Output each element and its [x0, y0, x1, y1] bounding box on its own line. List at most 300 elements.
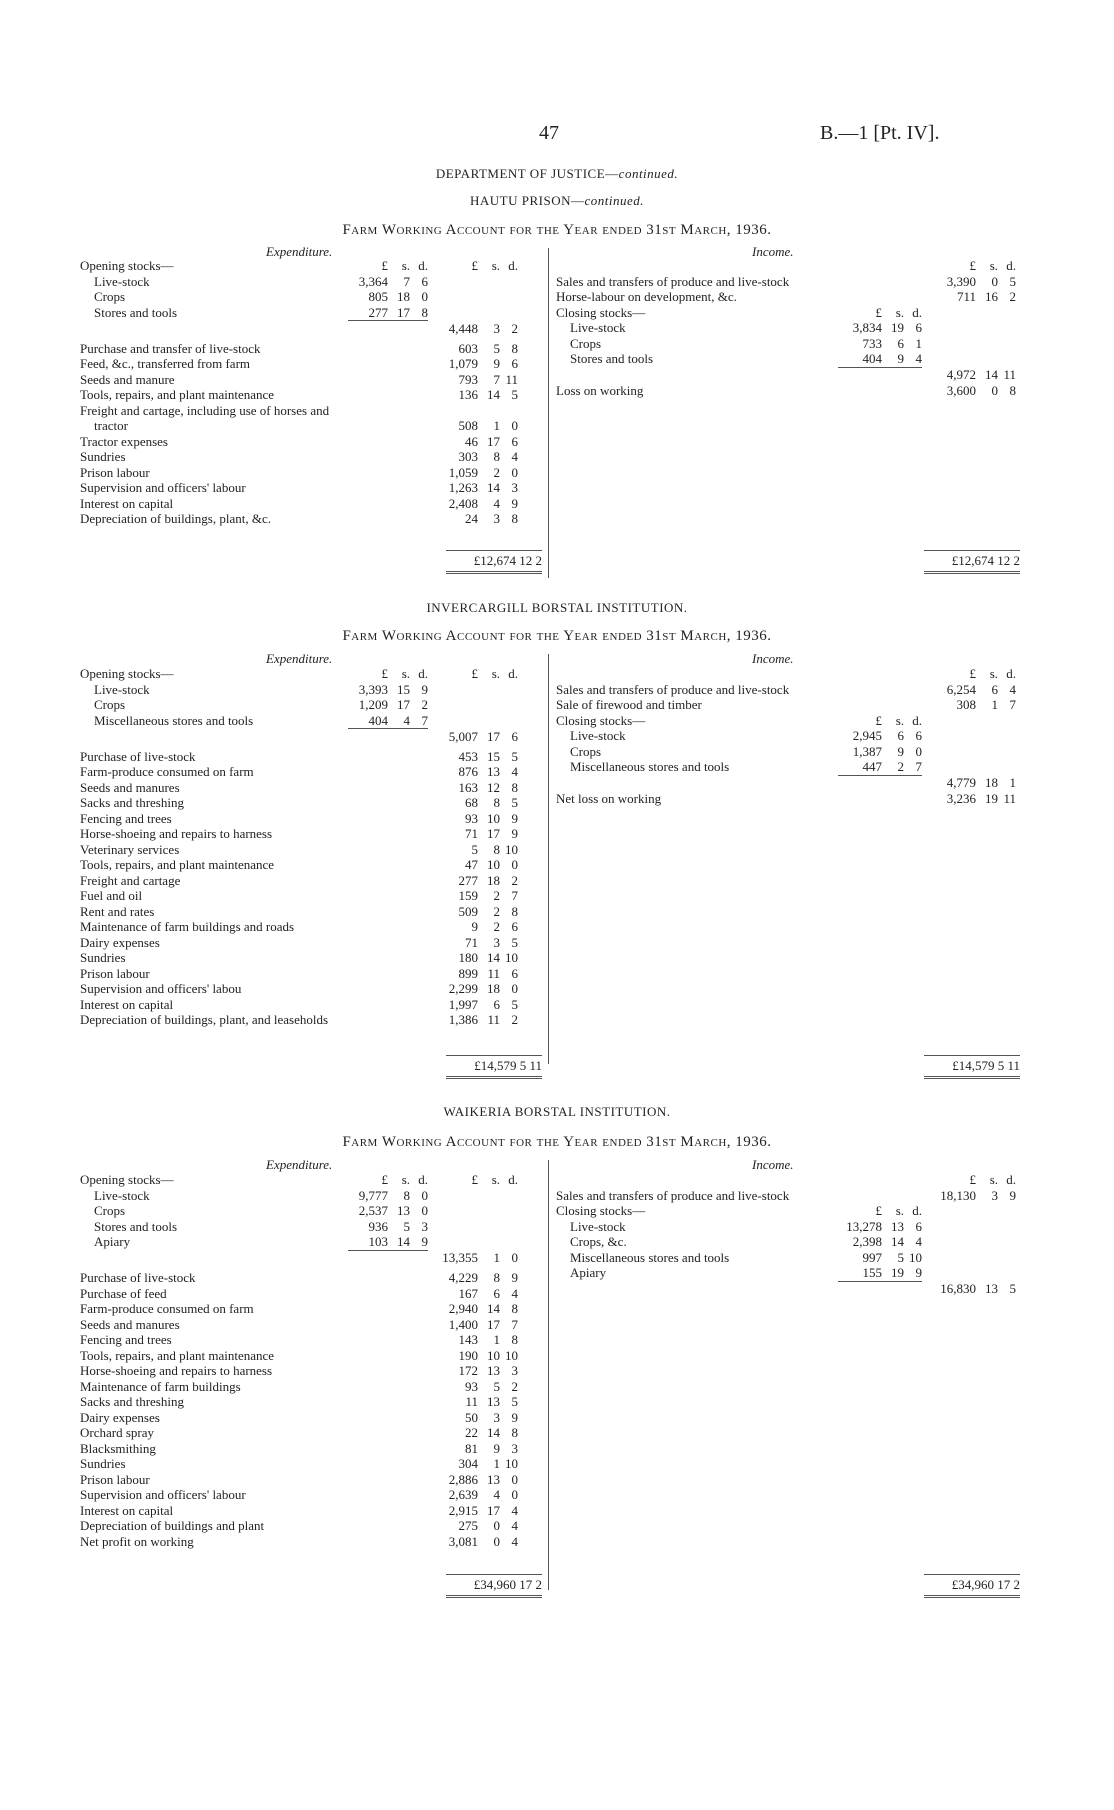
- amount-cell: [410, 341, 428, 357]
- amount-cell: 13: [985, 1281, 998, 1296]
- amount-cell: 9: [511, 810, 518, 826]
- amount-cell: 8: [511, 779, 518, 795]
- amount-cell: 12: [487, 779, 500, 795]
- amount-cell: 6: [493, 1285, 500, 1301]
- amount-cell: 13,355: [442, 1250, 478, 1265]
- amount-cell: 180: [458, 950, 478, 965]
- expenditure-label: Prison labour: [80, 965, 150, 981]
- amount-cell: 18: [487, 872, 500, 888]
- expenditure-row: [80, 1317, 518, 1333]
- stock-row: [556, 320, 1016, 336]
- expenditure-label: Sacks and threshing: [80, 1394, 184, 1409]
- currency-header-row: [80, 1172, 518, 1188]
- amount-cell: 2,940: [448, 1301, 478, 1316]
- amount-cell: [410, 1332, 428, 1348]
- amount-cell: 4: [511, 764, 518, 779]
- amount-cell: [922, 1250, 976, 1266]
- opening-stocks-label: Opening stocks—: [80, 1172, 174, 1187]
- expenditure-row: [80, 904, 518, 920]
- stock-label: Apiary: [94, 1234, 131, 1249]
- expenditure-row: [80, 356, 518, 372]
- amount-cell: [410, 1456, 428, 1472]
- amount-cell: [882, 383, 904, 399]
- amount-cell: [838, 682, 882, 698]
- amount-cell: 11: [505, 371, 518, 387]
- amount-cell: 0: [421, 1203, 428, 1218]
- amount-cell: 2: [897, 759, 904, 774]
- expenditure-row: [80, 780, 518, 796]
- amount-cell: [410, 418, 428, 434]
- amount-cell: [410, 511, 428, 527]
- amount-cell: [478, 697, 500, 713]
- amount-cell: [500, 1188, 518, 1204]
- expenditure-row: [80, 418, 518, 434]
- amount-cell: 453: [458, 748, 478, 764]
- amount-cell: [388, 1394, 410, 1410]
- amount-cell: 3: [493, 511, 500, 526]
- amount-cell: 4: [493, 1487, 500, 1502]
- amount-cell: 0: [511, 1471, 518, 1487]
- amount-cell: 2: [493, 888, 500, 903]
- expenditure-total: £34,960 17 2: [446, 1574, 542, 1598]
- amount-cell: [348, 1410, 388, 1426]
- amount-cell: [348, 465, 388, 481]
- expenditure-label: Veterinary services: [80, 841, 180, 857]
- amount-cell: 16,830: [940, 1281, 976, 1296]
- amount-cell: [348, 1348, 388, 1364]
- spacer: [556, 1281, 838, 1297]
- amount-cell: [428, 1203, 478, 1219]
- amount-cell: 2,537: [358, 1203, 388, 1218]
- amount-cell: [348, 873, 388, 889]
- amount-cell: 1,209: [358, 697, 388, 712]
- expenditure-label: Net profit on working: [80, 1533, 194, 1549]
- closing-stocks-header: [556, 713, 1016, 729]
- amount-cell: [838, 383, 882, 399]
- amount-cell: [348, 1317, 388, 1333]
- amount-cell: [348, 1286, 388, 1302]
- amount-cell: 15: [487, 748, 500, 764]
- amount-cell: [998, 1234, 1016, 1250]
- amount-cell: 5: [511, 1394, 518, 1409]
- amount-cell: [904, 289, 922, 305]
- spacer: [80, 729, 348, 745]
- amount-cell: 10: [505, 841, 518, 857]
- amount-cell: 18: [397, 289, 410, 304]
- amount-cell: 5,007: [448, 728, 478, 744]
- department-heading: [0, 166, 1114, 182]
- amount-cell: £: [969, 666, 976, 681]
- amount-cell: [348, 935, 388, 951]
- spacer: [556, 666, 838, 682]
- amount-cell: [904, 1188, 922, 1204]
- amount-cell: [410, 1250, 428, 1266]
- amount-cell: s.: [895, 1203, 904, 1218]
- amount-cell: [428, 403, 478, 419]
- stock-row: [80, 682, 518, 698]
- amount-cell: [904, 682, 922, 698]
- amount-cell: s.: [895, 304, 904, 320]
- expenditure-heading: Expenditure.: [266, 1157, 333, 1172]
- amount-cell: [410, 981, 428, 997]
- amount-cell: [348, 1534, 388, 1550]
- expenditure-table: [80, 1172, 518, 1549]
- amount-cell: [410, 387, 428, 403]
- expenditure-row: [80, 449, 518, 465]
- amount-cell: 9: [511, 1270, 518, 1285]
- opening-stocks-label: Opening stocks—: [80, 666, 174, 681]
- amount-cell: [882, 258, 904, 274]
- amount-cell: £: [381, 1172, 388, 1187]
- amount-cell: [410, 935, 428, 951]
- amount-cell: 7: [511, 888, 518, 903]
- stock-label: Live-stock: [94, 681, 150, 697]
- amount-cell: [428, 1219, 478, 1235]
- amount-cell: [500, 403, 518, 419]
- amount-cell: d.: [912, 712, 922, 728]
- expenditure-label: Fuel and oil: [80, 888, 143, 903]
- expenditure-row: [80, 873, 518, 889]
- institution-heading: [0, 193, 1114, 209]
- amount-cell: 0: [511, 1250, 518, 1265]
- amount-cell: 14: [487, 950, 500, 965]
- expenditure-label: Fencing and trees: [80, 810, 172, 826]
- amount-cell: £: [381, 258, 388, 273]
- amount-cell: £: [471, 1172, 478, 1187]
- amount-cell: 8: [511, 340, 518, 356]
- amount-cell: 1,400: [448, 1316, 478, 1332]
- expenditure-table: [80, 258, 518, 527]
- amount-cell: [388, 1348, 410, 1364]
- amount-cell: 10: [909, 1249, 922, 1265]
- amount-cell: [388, 372, 410, 388]
- amount-cell: [882, 791, 904, 807]
- amount-cell: [904, 697, 922, 713]
- amount-cell: 6: [511, 356, 518, 371]
- amount-cell: [410, 1348, 428, 1364]
- amount-cell: [388, 935, 410, 951]
- account-title: Farm Working Account for the Year ended 31st March, 1936.: [342, 628, 772, 644]
- amount-cell: 14: [487, 387, 500, 402]
- amount-cell: [348, 434, 388, 450]
- stock-label: Live-stock: [570, 1218, 626, 1234]
- expenditure-label: Seeds and manures: [80, 1316, 180, 1332]
- amount-cell: 13,278: [846, 1218, 882, 1234]
- amount-cell: 47: [465, 857, 478, 872]
- expenditure-label: Sacks and threshing: [80, 795, 184, 810]
- expenditure-row: [80, 795, 518, 811]
- amount-cell: 6: [511, 728, 518, 744]
- amount-cell: [500, 289, 518, 305]
- amount-cell: [388, 480, 410, 496]
- document-reference: B.—1 [Pt. IV].: [820, 122, 940, 144]
- amount-cell: 2,398: [852, 1234, 882, 1249]
- amount-cell: [388, 1270, 410, 1286]
- amount-cell: 6: [511, 965, 518, 981]
- amount-cell: 8: [511, 1301, 518, 1316]
- amount-cell: [348, 356, 388, 372]
- amount-cell: 6: [421, 273, 428, 289]
- expenditure-label: Depreciation of buildings, plant, &c.: [80, 511, 271, 526]
- amount-cell: [388, 1472, 410, 1488]
- amount-cell: 3,393: [358, 681, 388, 697]
- expenditure-row: [80, 950, 518, 966]
- amount-cell: d.: [418, 258, 428, 273]
- amount-cell: [388, 1363, 410, 1379]
- amount-cell: 876: [458, 764, 478, 779]
- amount-cell: 4: [1009, 681, 1016, 697]
- amount-cell: [922, 1265, 976, 1281]
- amount-cell: [348, 966, 388, 982]
- amount-cell: [348, 1394, 388, 1410]
- stock-label: Miscellaneous stores and tools: [94, 712, 254, 728]
- amount-cell: 1: [493, 418, 500, 433]
- spacer: [556, 367, 838, 383]
- amount-cell: 19: [985, 791, 998, 806]
- amount-cell: 93: [465, 810, 478, 826]
- currency-header-row: [556, 666, 1016, 682]
- stock-label: Live-stock: [94, 1187, 150, 1203]
- amount-cell: 143: [458, 1332, 478, 1347]
- amount-cell: 5: [1009, 1281, 1016, 1296]
- amount-cell: 8: [1009, 383, 1016, 398]
- amount-cell: s.: [989, 666, 998, 681]
- amount-cell: [348, 1332, 388, 1348]
- amount-cell: £: [471, 258, 478, 273]
- amount-cell: 10: [487, 857, 500, 872]
- currency-header-row: [80, 258, 518, 274]
- amount-cell: 7: [511, 1316, 518, 1332]
- amount-cell: 14: [985, 367, 998, 382]
- expenditure-label: Seeds and manure: [80, 371, 175, 387]
- stock-label: Miscellaneous stores and tools: [570, 759, 730, 774]
- currency-header-row: [80, 666, 518, 682]
- institution-continued: continued.: [584, 193, 644, 208]
- amount-cell: 8: [511, 903, 518, 919]
- amount-cell: [388, 795, 410, 811]
- income-heading: Income.: [752, 1157, 794, 1172]
- amount-cell: 277: [368, 304, 388, 320]
- amount-cell: £: [471, 666, 478, 681]
- expenditure-row: [80, 1534, 518, 1550]
- amount-cell: 17: [487, 826, 500, 841]
- amount-cell: 5: [493, 1378, 500, 1394]
- amount-cell: 8: [511, 1425, 518, 1440]
- amount-cell: 3,364: [358, 273, 388, 289]
- stock-row: [80, 1219, 518, 1235]
- amount-cell: 17: [487, 1316, 500, 1332]
- amount-cell: 18: [487, 981, 500, 996]
- amount-cell: [478, 403, 500, 419]
- amount-cell: 1: [493, 1456, 500, 1471]
- amount-cell: [478, 1188, 500, 1204]
- amount-cell: 2,299: [448, 981, 478, 996]
- amount-cell: 2: [511, 1378, 518, 1394]
- amount-cell: [410, 857, 428, 873]
- amount-cell: [388, 888, 410, 904]
- amount-cell: [388, 873, 410, 889]
- page-number: 47: [539, 122, 559, 144]
- amount-cell: [838, 367, 882, 383]
- amount-cell: [410, 356, 428, 372]
- amount-cell: [998, 1203, 1016, 1219]
- amount-cell: [348, 511, 388, 527]
- amount-cell: 8: [403, 1187, 410, 1203]
- amount-cell: [388, 321, 410, 337]
- income-heading: Income.: [752, 651, 794, 666]
- stock-label: Miscellaneous stores and tools: [570, 1249, 730, 1265]
- amount-cell: [500, 1234, 518, 1250]
- amount-cell: [410, 811, 428, 827]
- amount-cell: [348, 449, 388, 465]
- amount-cell: [904, 666, 922, 682]
- expenditure-row: [80, 981, 518, 997]
- amount-cell: [838, 274, 882, 290]
- amount-cell: [922, 351, 976, 367]
- amount-cell: [348, 1503, 388, 1519]
- expenditure-label: Prison labour: [80, 464, 150, 480]
- stock-row: [556, 1234, 1016, 1250]
- expenditure-label: Sundries: [80, 950, 126, 965]
- amount-cell: [348, 372, 388, 388]
- amount-cell: 3,236: [946, 791, 976, 806]
- amount-cell: 1,387: [852, 743, 882, 759]
- expenditure-row: [80, 511, 518, 527]
- amount-cell: [388, 1487, 410, 1503]
- stock-row: [556, 1250, 1016, 1266]
- amount-cell: [348, 321, 388, 337]
- amount-cell: 277: [458, 872, 478, 888]
- amount-cell: [388, 356, 410, 372]
- amount-cell: 5: [511, 795, 518, 810]
- income-row: [556, 274, 1016, 290]
- expenditure-label: Tools, repairs, and plant maintenance: [80, 387, 275, 402]
- amount-cell: [882, 666, 904, 682]
- amount-cell: 17: [487, 1502, 500, 1518]
- expenditure-label: Purchase of live-stock: [80, 1270, 196, 1285]
- stock-label: Crops: [94, 697, 126, 712]
- amount-cell: [348, 387, 388, 403]
- amount-cell: 1,079: [448, 356, 478, 371]
- amount-cell: [388, 1301, 410, 1317]
- amount-cell: £: [875, 712, 882, 728]
- expenditure-row: [80, 935, 518, 951]
- amount-cell: 9: [421, 681, 428, 697]
- amount-cell: [922, 1234, 976, 1250]
- amount-cell: [428, 274, 478, 290]
- expenditure-row: [80, 1503, 518, 1519]
- expenditure-label: Tractor expenses: [80, 433, 168, 449]
- amount-cell: 163: [458, 779, 478, 795]
- amount-cell: 11: [487, 965, 500, 981]
- expenditure-row: [80, 842, 518, 858]
- amount-cell: 6: [493, 996, 500, 1012]
- expenditure-row: [80, 403, 518, 419]
- stock-row: [80, 1234, 518, 1250]
- amount-cell: 4: [511, 1518, 518, 1533]
- amount-cell: 155: [862, 1265, 882, 1280]
- amount-cell: [348, 764, 388, 780]
- closing-stocks-label: Closing stocks—: [556, 1203, 646, 1218]
- amount-cell: 13: [487, 1394, 500, 1409]
- amount-cell: [922, 713, 976, 729]
- amount-cell: 997: [862, 1249, 882, 1265]
- amount-cell: 10: [505, 950, 518, 965]
- stock-label: Stores and tools: [94, 1218, 178, 1234]
- amount-cell: [410, 1503, 428, 1519]
- amount-cell: 93: [465, 1378, 478, 1394]
- amount-cell: [500, 682, 518, 698]
- income-row: [556, 289, 1016, 305]
- amount-cell: [388, 904, 410, 920]
- expenditure-label: Tools, repairs, and plant maintenance: [80, 1347, 275, 1363]
- amount-cell: 13: [487, 1471, 500, 1487]
- amount-cell: 2: [1009, 289, 1016, 304]
- amount-cell: [904, 1281, 922, 1297]
- income-label: Sales and transfers of produce and live-stock: [556, 681, 790, 697]
- income-heading: Income.: [752, 244, 794, 259]
- amount-cell: £: [969, 1172, 976, 1187]
- amount-cell: 5: [511, 934, 518, 950]
- stock-row: [80, 1188, 518, 1204]
- amount-cell: [410, 780, 428, 796]
- amount-cell: 50: [465, 1409, 478, 1425]
- amount-cell: [348, 904, 388, 920]
- amount-cell: [410, 480, 428, 496]
- expenditure-label: Horse-shoeing and repairs to harness: [80, 1363, 273, 1378]
- expenditure-table: [80, 666, 518, 1028]
- amount-cell: [478, 289, 500, 305]
- amount-cell: 17: [397, 304, 410, 320]
- amount-cell: 0: [421, 289, 428, 304]
- amount-cell: [478, 1203, 500, 1219]
- expenditure-row: [80, 919, 518, 935]
- amount-cell: [904, 775, 922, 791]
- amount-cell: 2,945: [852, 728, 882, 743]
- closing-stocks-header: [556, 1203, 1016, 1219]
- amount-cell: 4: [511, 449, 518, 464]
- amount-cell: [348, 950, 388, 966]
- amount-cell: [904, 791, 922, 807]
- amount-cell: 2,915: [448, 1502, 478, 1518]
- amount-cell: 71: [465, 826, 478, 841]
- amount-cell: [348, 480, 388, 496]
- spacer: [80, 321, 348, 337]
- expenditure-row: [80, 1012, 518, 1028]
- amount-cell: [348, 749, 388, 765]
- amount-cell: [904, 1172, 922, 1188]
- amount-cell: 19: [891, 320, 904, 335]
- amount-cell: [348, 1363, 388, 1379]
- amount-cell: [428, 289, 478, 305]
- amount-cell: 16: [985, 289, 998, 304]
- amount-cell: [998, 1265, 1016, 1281]
- amount-cell: 1: [493, 1250, 500, 1265]
- amount-cell: [348, 341, 388, 357]
- amount-cell: [998, 759, 1016, 775]
- amount-cell: [348, 997, 388, 1013]
- expenditure-row: [80, 465, 518, 481]
- amount-cell: [388, 857, 410, 873]
- amount-cell: [922, 305, 976, 321]
- stock-row: [80, 697, 518, 713]
- stock-total-row: [556, 367, 1016, 383]
- amount-cell: 7: [403, 273, 410, 289]
- expenditure-label: Interest on capital: [80, 996, 174, 1012]
- amount-cell: 10: [505, 1347, 518, 1363]
- amount-cell: 1: [915, 335, 922, 351]
- expenditure-label: Dairy expenses: [80, 934, 160, 950]
